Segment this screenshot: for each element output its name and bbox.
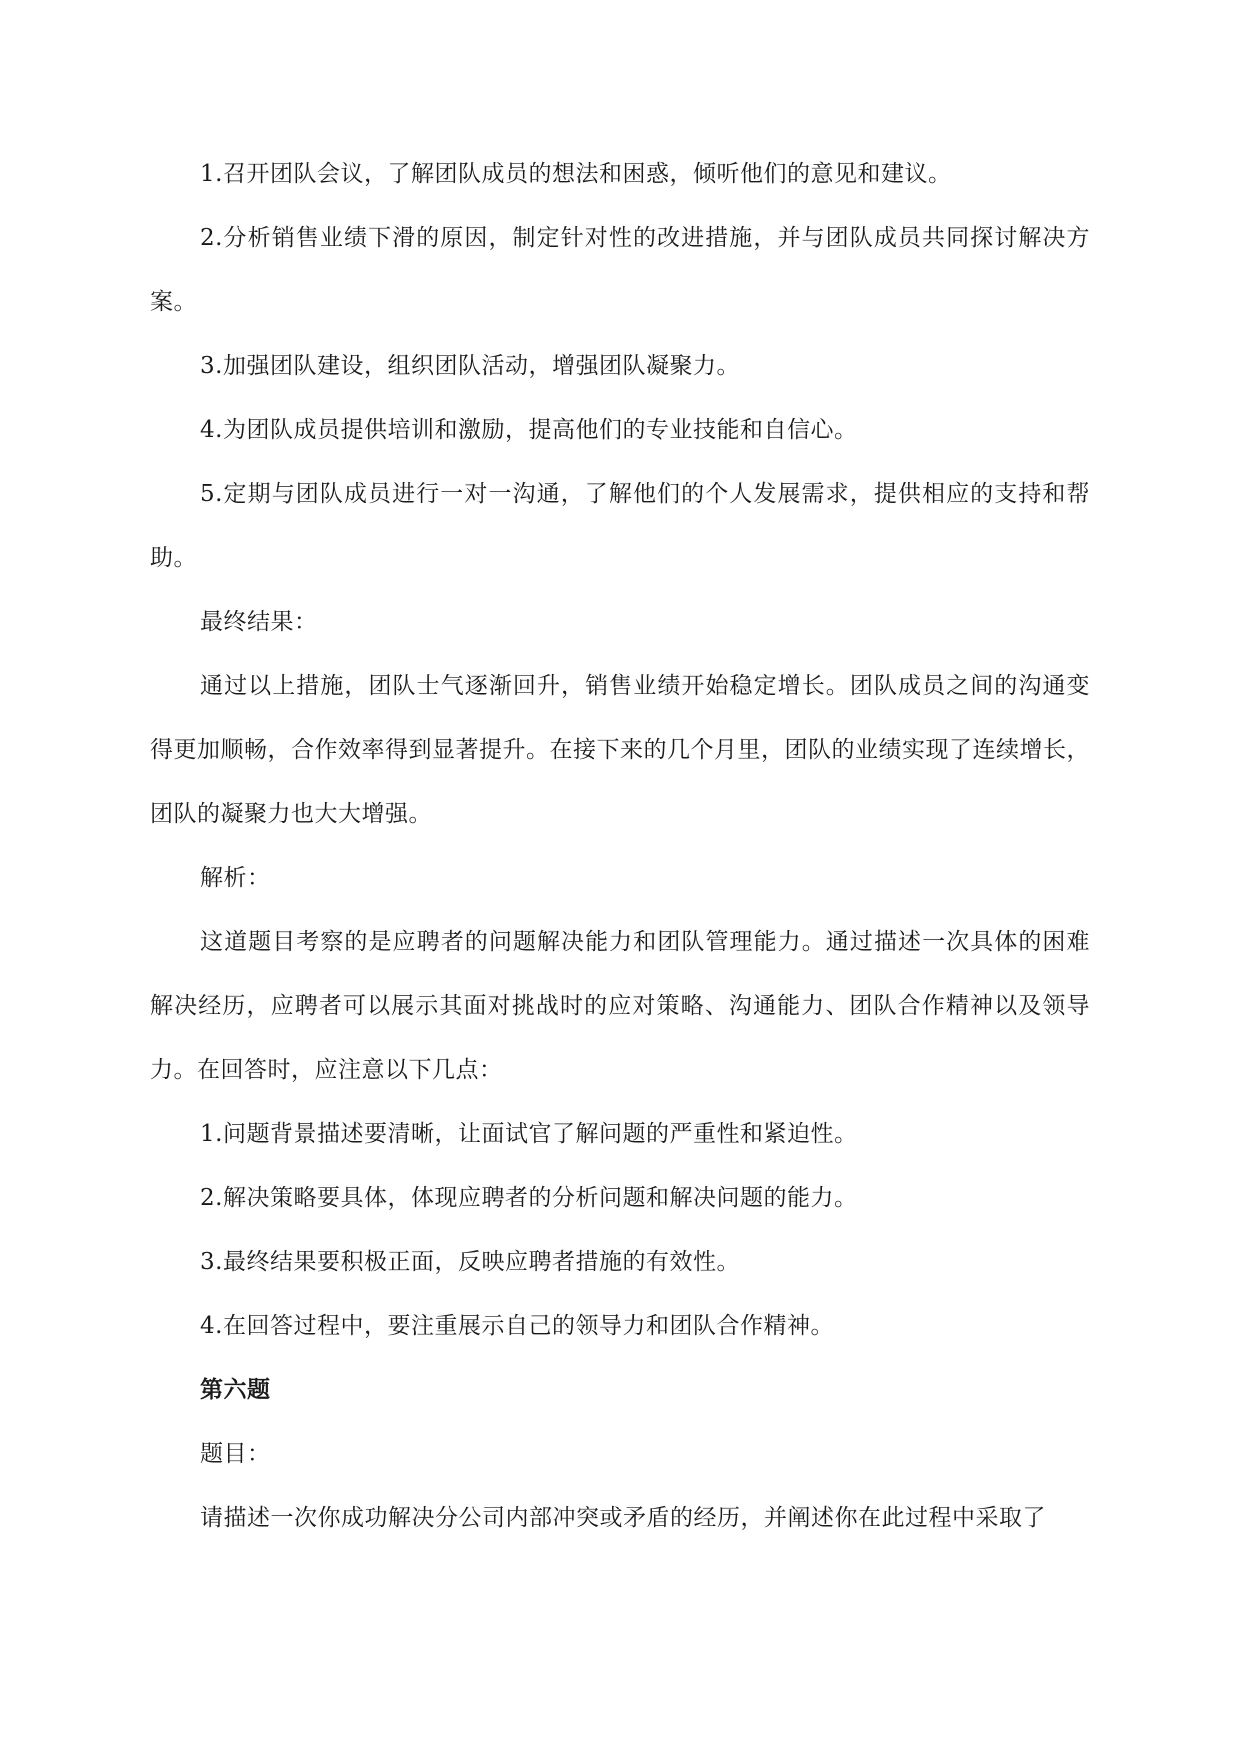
question-label: 题目： — [200, 1441, 271, 1467]
paragraph-step-3: 3.加强团队建设，组织团队活动，增强团队凝聚力。 — [200, 353, 740, 379]
analysis-point-3: 3.最终结果要积极正面，反映应聘者措施的有效性。 — [200, 1249, 740, 1275]
final-result-text: 通过以上措施，团队士气逐渐回升，销售业绩开始稳定增长。团队成员之间的沟通变得更加顺畅，合作效率得到显著提升。在接下来的几个月里，团队的业绩实现了连续增长，团队的凝聚力也大大增强。 — [150, 673, 1090, 827]
document-body — [150, 142, 1090, 1550]
paragraph-step-4: 4.为团队成员提供培训和激励，提高他们的专业技能和自信心。 — [200, 417, 858, 443]
section-heading-question-6: 第六题 — [200, 1376, 271, 1403]
paragraph-step-1: 1.召开团队会议，了解团队成员的想法和困惑，倾听他们的意见和建议。 — [200, 161, 952, 187]
analysis-point-2: 2.解决策略要具体，体现应聘者的分析问题和解决问题的能力。 — [200, 1185, 858, 1211]
paragraph-step-2: 2.分析销售业绩下滑的原因，制定针对性的改进措施，并与团队成员共同探讨解决方案。 — [150, 225, 1090, 315]
analysis-point-4: 4.在回答过程中，要注重展示自己的领导力和团队合作精神。 — [200, 1313, 834, 1339]
analysis-point-1: 1.问题背景描述要清晰，让面试官了解问题的严重性和紧迫性。 — [200, 1121, 858, 1147]
question-text: 请描述一次你成功解决分公司内部冲突或矛盾的经历，并阐述你在此过程中采取了 — [200, 1505, 1046, 1531]
paragraph-step-5: 5.定期与团队成员进行一对一沟通，了解他们的个人发展需求，提供相应的支持和帮助。 — [150, 481, 1090, 571]
analysis-heading: 解析： — [200, 865, 271, 891]
analysis-text: 这道题目考察的是应聘者的问题解决能力和团队管理能力。通过描述一次具体的困难解决经历，应聘者可以展示其面对挑战时的应对策略、沟通能力、团队合作精神以及领导力。在回答时，应注意以下几点： — [150, 929, 1090, 1083]
final-result-heading: 最终结果： — [200, 609, 318, 635]
